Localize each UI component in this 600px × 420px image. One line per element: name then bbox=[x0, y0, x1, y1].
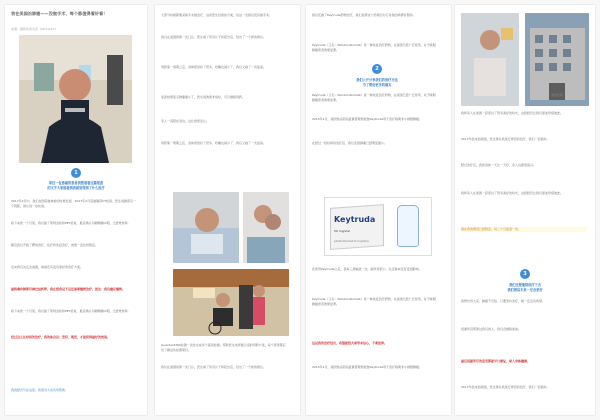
caption-line-2: 我们相信未来一定会更好 bbox=[507, 288, 543, 292]
keytruda-product-photo bbox=[324, 197, 432, 256]
highlight-paragraph-2: 经过这么长时间的治疗，我的体会是：坚持，规范，才能获得最好的效果。 bbox=[11, 335, 111, 339]
section-badge: 2 bbox=[372, 64, 382, 74]
paragraph-4: 复查结果显示肿瘤缩小了，医生说效果非常好，可以继续用药。 bbox=[161, 95, 246, 99]
doctor-office-photo bbox=[19, 35, 132, 163]
photo-caption: 美国医院 bbox=[550, 93, 563, 97]
paragraph-6: 用药第一周期之后，身体感觉好了很多，咳嗽也减少了，我们又做了一次复查。 bbox=[161, 141, 267, 145]
paragraph-6: 在使用Keytruda之后，我每三周输液一次，副作用很小，生活基本没有受到影响。 bbox=[312, 267, 422, 271]
paragraph-1: 2017年2月中，我们在医院做体检的时候发现，2017年2月底做胸部CT检查，医生说肺部有一个阴影，建议进一步检查。 bbox=[11, 199, 137, 208]
caption-line-2: 为了帮助更多的病友 bbox=[362, 83, 392, 87]
image-caption: Guardant360检测一次性完成多个基因检测，帮助医生选择最合适的用药方案，每个患者都应该了解这些检测项目。 bbox=[161, 343, 286, 352]
paragraph-4: 后来我们决定去美国，看看还有没有更好的治疗方案。 bbox=[11, 265, 84, 269]
caption-line-1: 我们还要继续治疗下去 bbox=[509, 283, 541, 287]
highlight-paragraph-1: 最终确诊肺部有淋巴结转移，我在想我是不是还需要继续治疗。医生：我们建议继续。 bbox=[11, 287, 126, 291]
paragraph-3: 经过治疗后，我的身体一天比一天好，家人也都很高兴。 bbox=[461, 163, 537, 167]
paragraph-7: 我们在美国的第一次门诊，医生看了所有片子和报告后，给出了一个新的建议。 bbox=[161, 365, 267, 369]
paragraph-3: 随后我们开始了靶向治疗、化疗和免疫治疗，效果一直比较稳定。 bbox=[11, 243, 99, 247]
paragraph-4: 我和家人在美国一起度过了很多美好的时光，这段经历让我们更加珍惜彼此。 bbox=[461, 191, 564, 195]
product-box bbox=[330, 204, 384, 250]
paragraph-7: Keytruda（又名：Pembrolizumab）是一种免疫治疗药物，在美国已经广泛使用，对于晚期肺癌患者效果显著。 bbox=[312, 297, 436, 306]
product-name: Keytruda bbox=[334, 215, 376, 224]
paragraph-2: 我们在美国的第一次门诊，医生看了所有片子和报告后，给出了一个新的建议。 bbox=[161, 35, 267, 39]
paragraph-5: 我想告诉大家，肺癌不可怕，只要坚持治疗，就一定会有希望。 bbox=[461, 299, 546, 303]
paragraph-1: 我们还做了Keytruda药物治疗，我们选择这个药是因为它对我的病情有帮助。 bbox=[312, 13, 416, 17]
paragraph-5: 家人一直陪在身边，这让我很安心。 bbox=[161, 119, 210, 123]
paragraph-8: 2015年1月，美国食品药品监督管理局批准Keytruda用于治疗晚期非小细胞肺癌。 bbox=[312, 365, 423, 369]
bottom-link[interactable]: 我的经历写在这里，希望对大家有所帮助。 bbox=[11, 388, 69, 392]
article-meta: 来源：最新优质文章（00:14:47） bbox=[11, 27, 58, 31]
highlight-paragraph: 最后祝愿所有的患者都能早日康复，家人身体健康。 bbox=[461, 359, 531, 363]
paragraph-2: 接下来的一个月里，我们做了穿刺活检和PET检查，最后确诊为肺腺癌IV期，已经骨转移。 bbox=[11, 221, 131, 225]
caption-line-1: 家住一位患癌的患者我想看看这篇报道 bbox=[48, 181, 104, 185]
caption-line-2: 的文字大家能看到我就觉得到了什么医疗 bbox=[47, 186, 105, 190]
medicine-vial bbox=[397, 205, 419, 247]
paragraph-1: 大部分时候都要采取手术做治疗，这是医生给我的方案，但这一次我们没有做手术。 bbox=[161, 13, 273, 17]
paragraph-5: 接下来的一个月里，我们做了穿刺活检和PET检查，最后确诊为肺腺癌IV期，已经骨转移。 bbox=[11, 309, 131, 313]
wheelchair-photo bbox=[173, 269, 289, 336]
paragraph-2: Keytruda（又名：Pembrolizumab）是一种免疫治疗药物，在美国已经广泛使用，对于晚期肺癌患者效果显著。 bbox=[312, 43, 436, 52]
paragraph-2: 2017年我来到美国，医生建议我进行规范的治疗，我们一起面对。 bbox=[461, 137, 550, 141]
column-1 bbox=[5, 5, 147, 415]
column-3 bbox=[306, 5, 451, 415]
article-title: 我在美国治肺癌——没做手术、每个都值得看好看！ bbox=[11, 11, 108, 16]
paragraph-1: 我和家人在美国一起度过了很多美好的时光，这段经历让我们更加珍惜彼此。 bbox=[461, 111, 564, 115]
paragraph-3: Keytruda（又名：Pembrolizumab）是一种免疫治疗药物，在美国已经广泛使用，对于晚期肺癌患者效果显著。 bbox=[312, 93, 436, 102]
column-2 bbox=[155, 5, 300, 415]
product-dose: 50 mg/vial bbox=[334, 229, 350, 233]
paragraph-7: 2017年我来到美国，医生建议我进行规范的治疗，我们一起面对。 bbox=[461, 385, 550, 389]
section-badge: 1 bbox=[71, 168, 81, 178]
family-hospital-photo bbox=[243, 192, 289, 263]
caption-line-1: 我们公开分享我们的治疗方法 bbox=[356, 78, 398, 82]
highlighted-paragraph: 现在我的情况已经稳定，每三个月复查一次。 bbox=[461, 227, 587, 232]
highlight-paragraph: 这是我的治疗经历，希望能给大家带来信心，不要放弃。 bbox=[312, 341, 388, 345]
paragraph-4: 2015年1月，美国食品药品监督管理局批准Keytruda用于治疗晚期非小细胞肺癌。 bbox=[312, 117, 423, 121]
column-4 bbox=[455, 5, 595, 415]
dental-photo bbox=[461, 13, 519, 106]
section-badge: 3 bbox=[520, 269, 530, 279]
paragraph-5: 在经过一段时间的治疗后，我们发现肿瘤已经明显缩小。 bbox=[312, 141, 388, 145]
paragraph-3: 用药第一周期之后，身体感觉好了很多，咳嗽也减少了，我们又做了一次复查。 bbox=[161, 65, 267, 69]
product-note: pembrolizumab for injection bbox=[334, 240, 370, 243]
paragraph-6: 感谢所有帮助过我们的人，我们会继续加油。 bbox=[461, 327, 522, 331]
hospital-bed-photo bbox=[173, 192, 239, 263]
